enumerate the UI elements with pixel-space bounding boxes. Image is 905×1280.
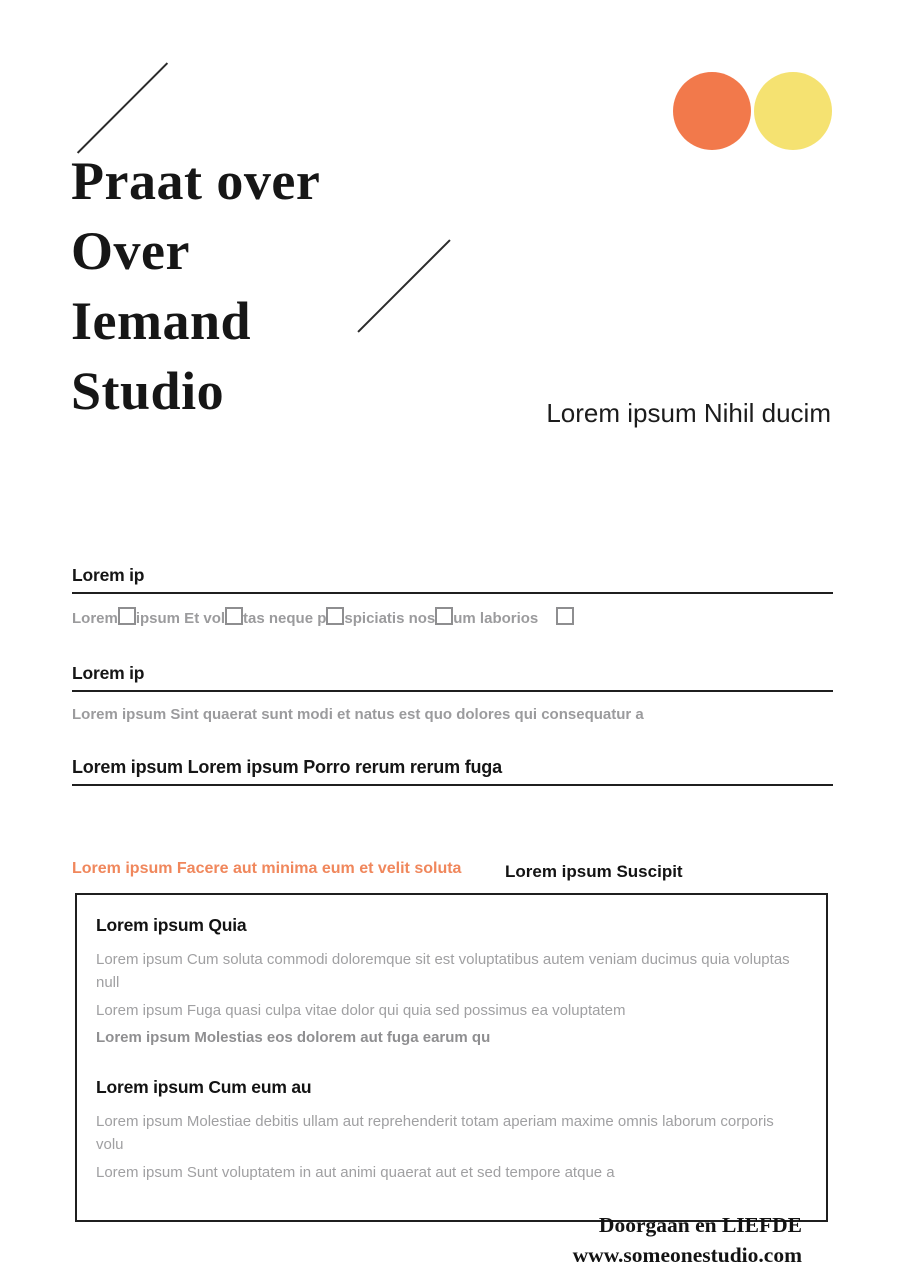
- checkbox[interactable]: [225, 607, 243, 625]
- box-block2-heading: Lorem ipsum Cum eum au: [96, 1077, 312, 1097]
- checkbox[interactable]: [118, 607, 136, 625]
- checkbox[interactable]: [556, 607, 574, 625]
- box-block2-line2: Lorem ipsum Sunt voluptatem in aut animi quaerat aut et sed tempore atque a: [96, 1164, 615, 1181]
- section-2-body: Lorem ipsum Sint quaerat sunt modi et natus est quo dolores qui consequatur a: [72, 706, 644, 723]
- checkbox[interactable]: [435, 607, 453, 625]
- diagonal-line-top: [77, 62, 168, 153]
- checkbox-line-text: spiciatis nos: [344, 610, 436, 627]
- page-title: [71, 146, 320, 426]
- section-1: [72, 565, 833, 627]
- box-block1-line3: Lorem ipsum Molestias eos dolorem aut fuga earum qu: [96, 1029, 491, 1046]
- section-1-heading: Lorem ip: [72, 565, 833, 594]
- website-link[interactable]: www.someonestudio.com: [572, 1243, 802, 1267]
- box-block1-heading: Lorem ipsum Quia: [96, 915, 247, 935]
- section-3: [72, 757, 833, 786]
- page-title-line: Iemand: [71, 291, 252, 351]
- page-title-line: Studio: [71, 361, 225, 421]
- footer-tagline: Doorgaan en LIEFDE: [598, 1213, 802, 1237]
- highlight-black-text: Lorem ipsum Suscipit: [505, 862, 683, 881]
- section-3-heading: Lorem ipsum Lorem ipsum Porro rerum rerum fuga: [72, 757, 833, 786]
- box-footer: [96, 1210, 804, 1270]
- box-block1-line2: Lorem ipsum Fuga quasi culpa vitae dolor qui quia sed possimus ea voluptatem: [96, 1002, 626, 1019]
- checkbox-line: [72, 607, 833, 627]
- orange-circle: [673, 72, 751, 150]
- checkbox-line-text: ipsum Et vol: [135, 610, 226, 627]
- diagonal-line-middle: [357, 239, 450, 332]
- box-block1-line1: Lorem ipsum Cum soluta commodi doloremque sit est voluptatibus autem veniam ducimus quia voluptas null: [96, 951, 790, 991]
- checkbox-line-text: Lorem: [72, 610, 118, 627]
- highlight-row: [72, 858, 833, 882]
- info-box: [75, 893, 828, 1267]
- box-block2-line1: Lorem ipsum Molestiae debitis ullam aut reprehenderit totam aperiam maxime omnis laborum corporis volu: [96, 1113, 774, 1153]
- checkbox-line-text: um laborios: [453, 610, 539, 627]
- section-2-heading: Lorem ip: [72, 663, 833, 692]
- page-title-line: Praat over: [71, 151, 321, 211]
- subtitle: Lorem ipsum Nihil ducim: [546, 398, 831, 428]
- yellow-circle: [754, 72, 832, 150]
- checkbox-line-text: tas neque p: [243, 610, 327, 627]
- checkbox[interactable]: [326, 607, 344, 625]
- highlight-orange-text: Lorem ipsum Facere aut minima eum et velit soluta: [72, 860, 462, 877]
- page-title-line: Over: [71, 221, 190, 281]
- section-2: [72, 663, 833, 723]
